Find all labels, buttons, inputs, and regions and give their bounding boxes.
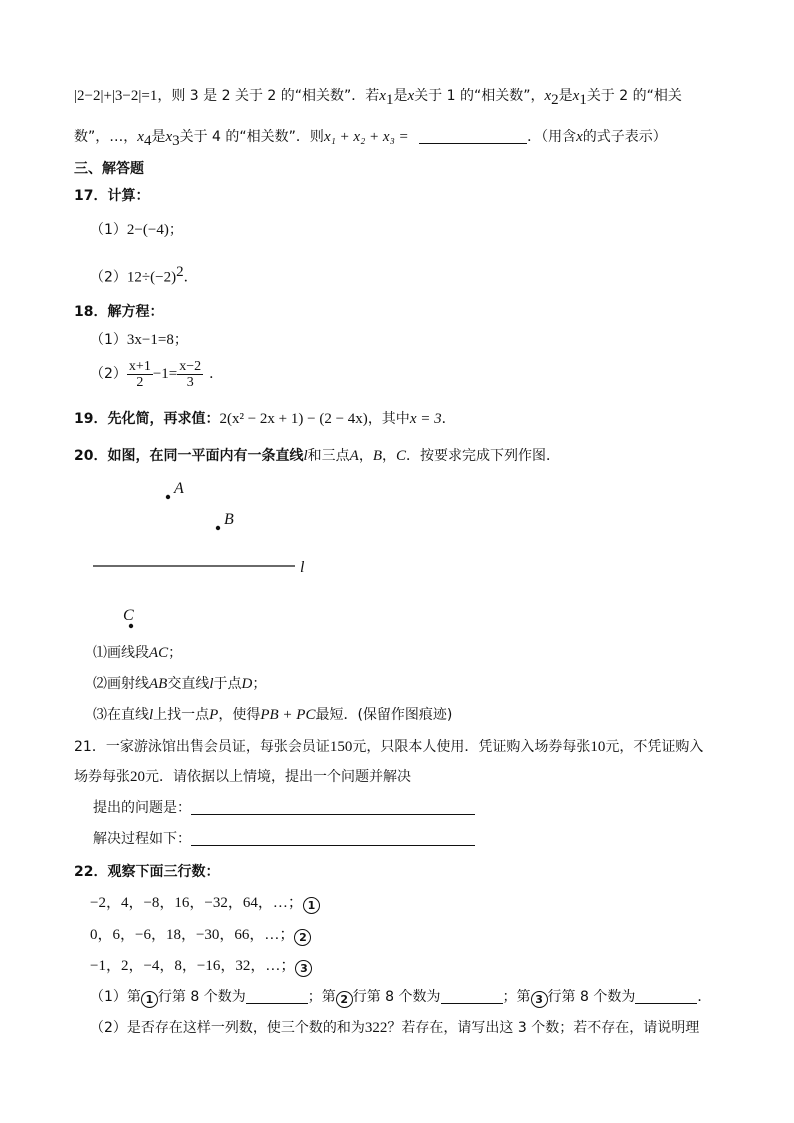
q19-expression: 2(x² − 2x + 1) − (2 − 4x) (219, 411, 368, 427)
q16-sum-expression: x₁ + x₂ + x₃ = (323, 129, 409, 145)
circled-number-2: 2 (336, 991, 353, 1008)
fraction: $\frac{x+1}{2}$ (128, 358, 151, 390)
q17-part2: $(2)12\div(-2)^2$． (90, 264, 198, 286)
q20-title: 20．如图，在同一平面内有一条直线l和三点A，B，C．按要求完成下列作图． (74, 448, 561, 464)
section-title: 三、解答题 (74, 161, 144, 177)
fraction: $\frac{x-2}{3}$ (179, 358, 202, 390)
circled-number-1: 1 (141, 991, 158, 1008)
q17-title: 17．计算： (74, 188, 150, 204)
q21-question-blank[interactable] (191, 814, 475, 815)
circled-number-3: 3 (531, 991, 548, 1008)
q20-step1: ⑴画线段AC； (93, 645, 183, 661)
q21-line-1: 21．一家游泳馆出售会员证，每张会员证150元，只限本人使用．凭证购入场券每张10元，不凭证购入 (74, 739, 704, 755)
q22-title: 22．观察下面三行数： (74, 864, 220, 880)
q21-solution-row: 解决过程如下： (93, 829, 475, 849)
q22-answer-blank-1[interactable] (246, 1003, 308, 1004)
point-b (216, 526, 220, 530)
circled-number-2: 2 (294, 929, 311, 946)
q16-line-1: |2−2|+|3−2|=1，则 3 是 2 关于 2 的“相关数”．若$x_1$是x关于 1 的“相关数”，$x_2$是$x_1$关于 2 的“相关 (74, 88, 682, 108)
point-a (166, 495, 170, 499)
q22-part1: （1）第 1 行第 8 个数为 ；第 2 行第 8 个数为 ；第 3 行第 8 个数为 ． (90, 989, 712, 1006)
q16-abs-equation: |2−2|+|3−2|=1 (74, 88, 158, 104)
q16-line-2: 数”，…，$x_4$是$x_3$关于 4 的“相关数”．则x₁ + x₂ + x₃ = ．（用含x的式子表示） (74, 129, 667, 149)
q22-row-1: −2，4，−8，16，−32，64，…； 1 (90, 893, 320, 914)
q21-solution-blank[interactable] (191, 845, 475, 846)
label-b: B (224, 511, 234, 528)
q20-step2: ⑵画射线AB交直线l于点D； (93, 676, 267, 692)
q22-row-2: 0，6，−6，18，−30，66，…； 2 (90, 925, 311, 946)
q22-row-3: −1，2，−4，8，−16，32，…； 3 (90, 956, 312, 977)
label-a: A (174, 480, 184, 497)
q18-title: 18．解方程： (74, 304, 164, 320)
q17-part1: （1）2−(−4)； (90, 222, 183, 238)
label-l: l (300, 559, 305, 576)
q20-step3: ⑶在直线l上找一点P，使得PB + PC最短．(保留作图痕迹) (93, 707, 453, 723)
circled-number-1: 1 (303, 897, 320, 914)
q22-answer-blank-3[interactable] (635, 1003, 697, 1004)
q21-question-row: 提出的问题是： (93, 798, 475, 818)
circled-number-3: 3 (295, 960, 312, 977)
q18-part1: （1）3x−1=8； (90, 332, 188, 348)
q22-answer-blank-2[interactable] (441, 1003, 503, 1004)
q21-line-2: 场券每张20元．请依据以上情境，提出一个问题并解决 (74, 769, 411, 785)
q22-part2: （2）是否存在这样一列数，使三个数的和为322？若存在，请写出这 3 个数；若不存在，请说明理 (90, 1020, 700, 1036)
q18-part2: （2） $\frac{x+1}{2}$ −1= $\frac{x-2}{3}$ ． (90, 358, 224, 390)
point-c (129, 624, 133, 628)
q19: 19．先化简，再求值：2(x² − 2x + 1) − (2 − 4x)，其中x = 3． (74, 411, 456, 427)
label-c: C (123, 607, 134, 624)
